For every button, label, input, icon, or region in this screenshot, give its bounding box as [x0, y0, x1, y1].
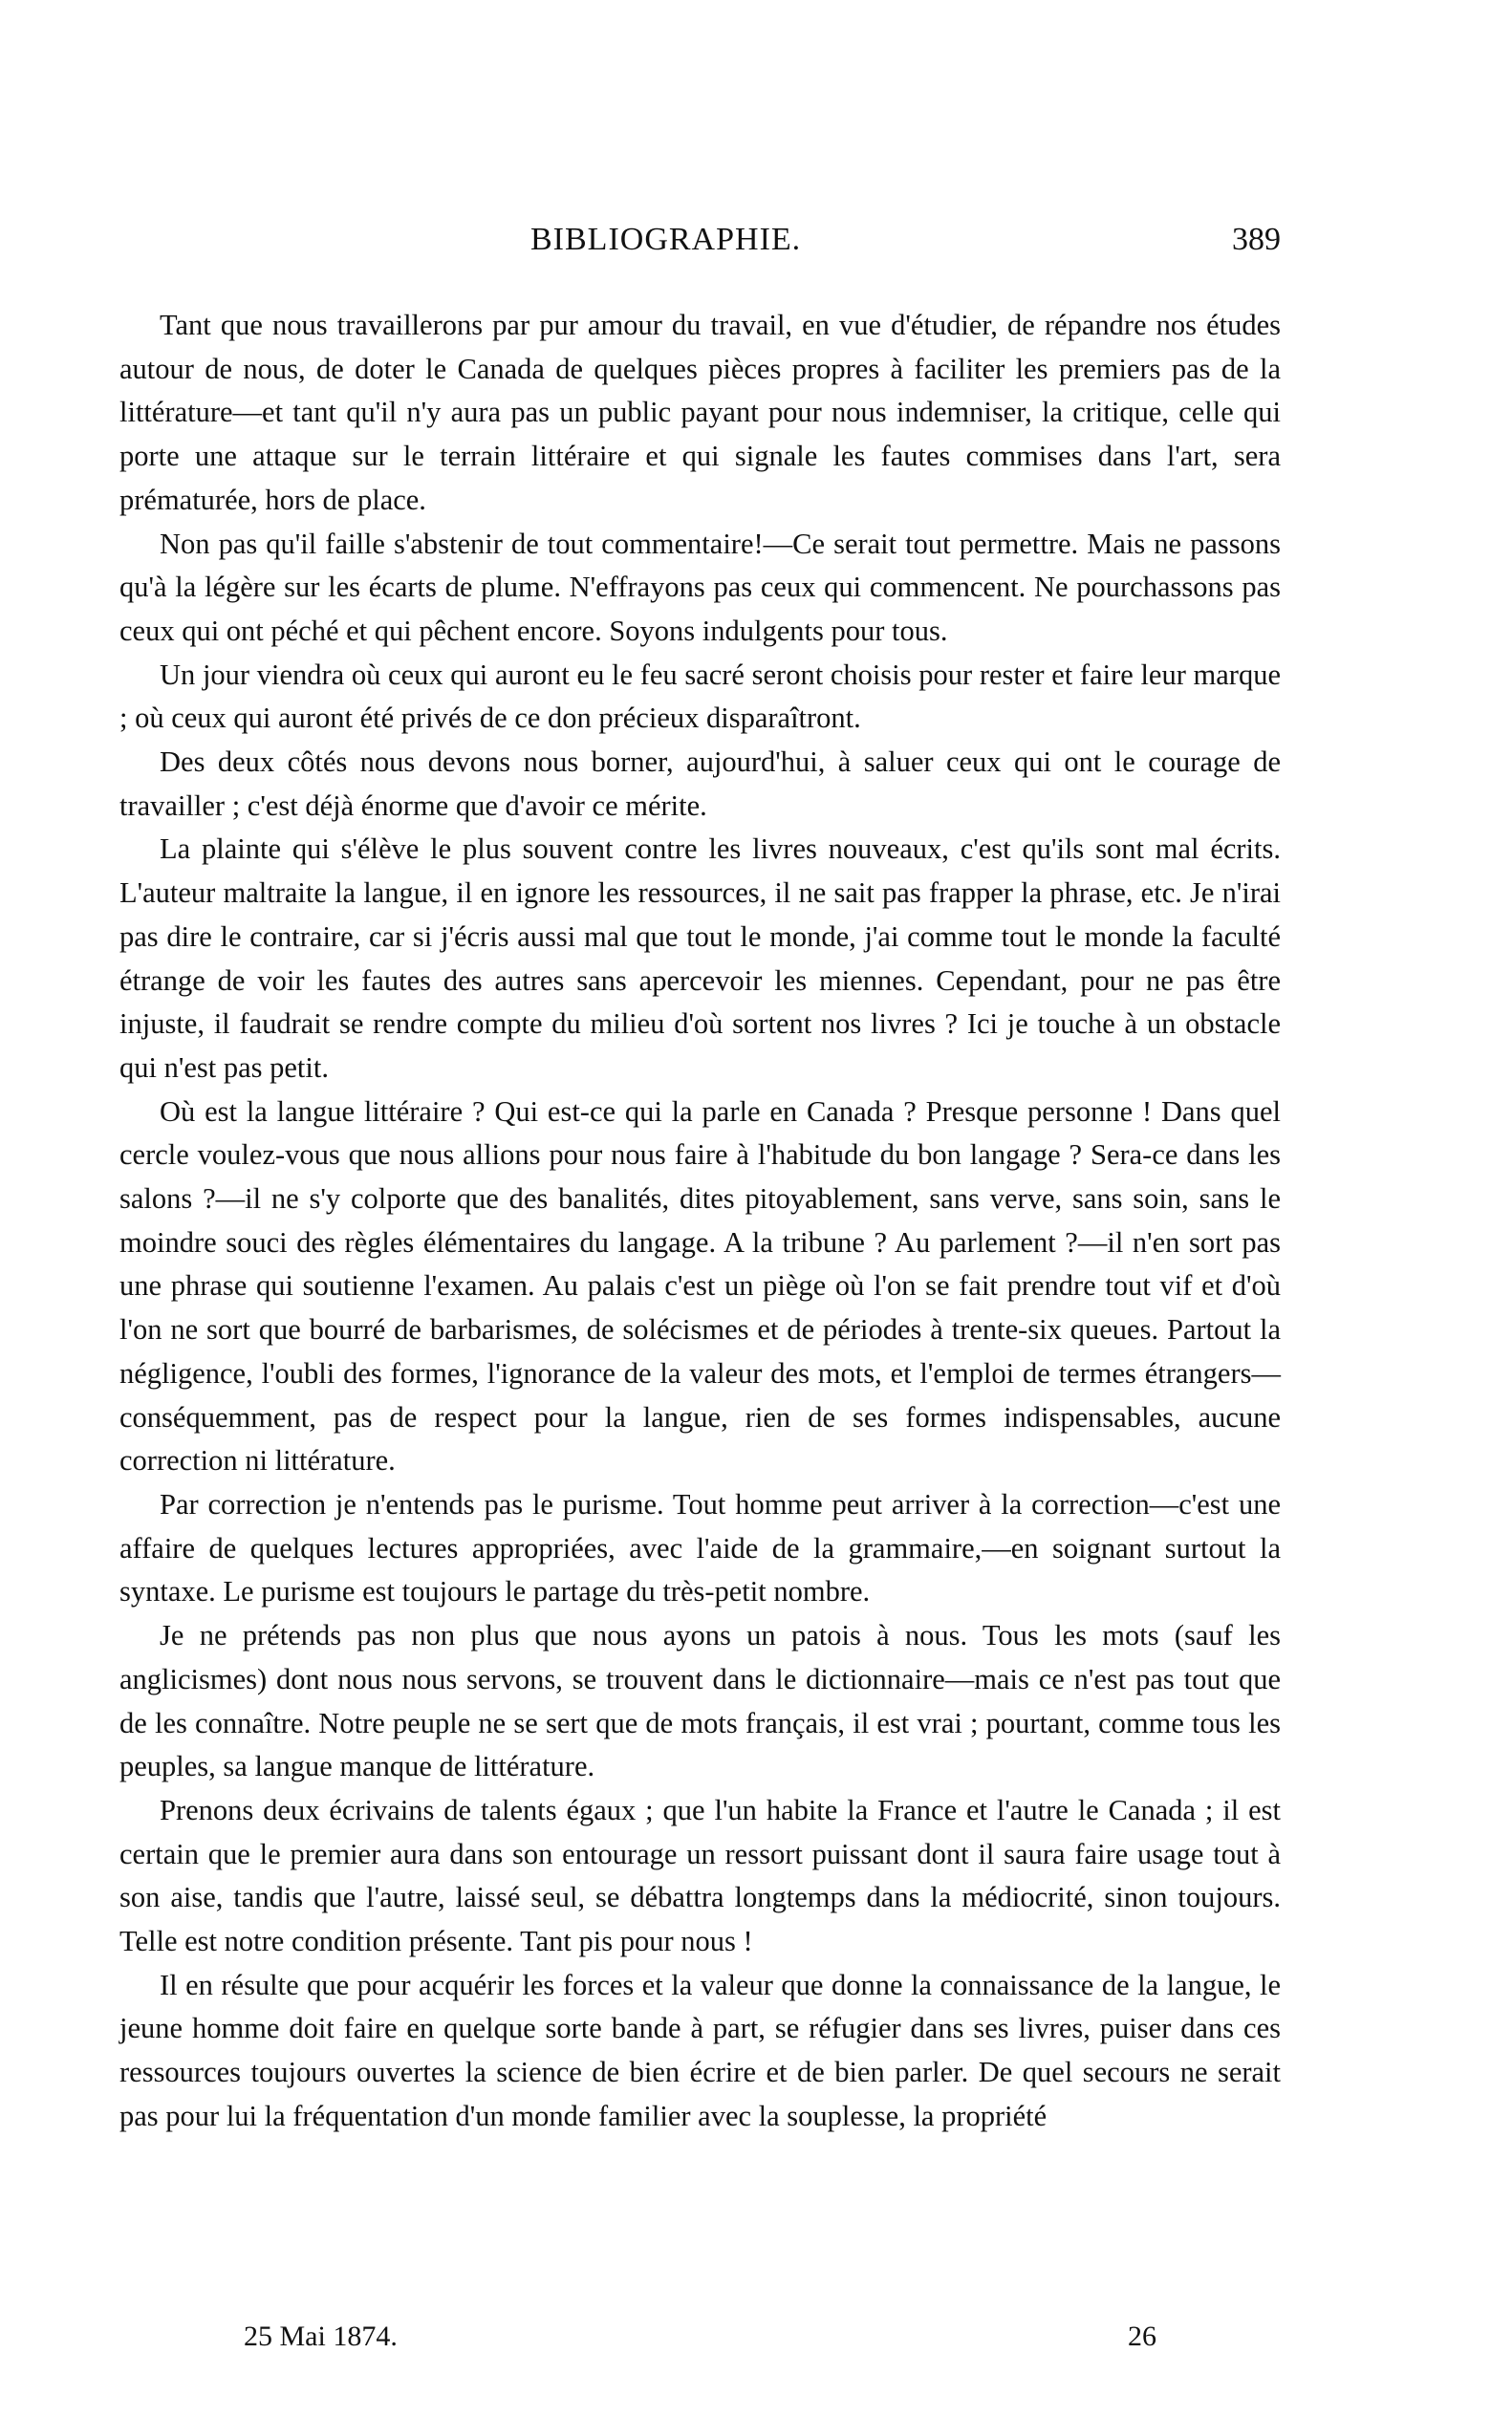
paragraph: Tant que nous travaillerons par pur amour du travail, en vue d'étudier, de répandre nos études autour de nous, de doter le Canada de quelques pièces propres à faciliter les premiers pas de la littérature—et tant qu'il n'y aura pas un public payant pour nous indemniser, la critique, celle qui porte une attaque sur le terrain littéraire et qui signale les fautes commises dans l'art, sera prématurée, hors de place. — [119, 309, 1281, 516]
footer-date: 25 Mai 1874. — [244, 2321, 398, 2352]
page-footer — [119, 2321, 1281, 2368]
signature-mark: 26 — [1128, 2321, 1156, 2352]
body-text — [119, 304, 1281, 2139]
paragraph: Prenons deux écrivains de talents égaux ; que l'un habite la France et l'autre le Canada ; il est certain que le premier aura dans son entourage un ressort puissant dont il saura faire usage tout à son aise, tandis que l'autre, laissé seul, se débattra longtemps dans la médiocrité, sinon toujours. Telle est notre condition présente. Tant pis pour nous ! — [119, 1793, 1281, 1958]
paragraph: Il en résulte que pour acquérir les forces et la valeur que donne la connaissance de la langue, le jeune homme doit faire en quelque sorte bande à part, se réfugier dans ses livres, puiser dans ces ressources toujours ouvertes la science de bien écrire et de bien parler. De quel secours ne serait pas pour lui la fréquentation d'un monde familier avec la souplesse, la propriété — [119, 1968, 1281, 2132]
running-head — [119, 222, 1281, 270]
running-title: BIBLIOGRAPHIE. — [530, 222, 802, 257]
page-number: 389 — [1232, 222, 1281, 257]
paragraph: Je ne prétends pas non plus que nous ayons un patois à nous. Tous les mots (sauf les anglicismes) dont nous nous servons, se trouvent dans le dictionnaire—mais ce n'est pas tout que de les connaître. Notre peuple ne se sert que de mots français, il est vrai ; pourtant, comme tous les peuples, sa langue manque de littérature. — [119, 1619, 1281, 1783]
paragraph: Des deux côtés nous devons nous borner, aujourd'hui, à saluer ceux qui ont le courage de travailler ; c'est déjà énorme que d'avoir ce mérite. — [119, 745, 1281, 822]
paragraph: Par correction je n'entends pas le purisme. Tout homme peut arriver à la correction—c'est une affaire de quelques lectures appropriées, avec l'aide de la grammaire,—en soignant surtout la syntaxe. Le purisme est toujours le partage du très-petit nombre. — [119, 1487, 1281, 1608]
paragraph: La plainte qui s'élève le plus souvent contre les livres nouveaux, c'est qu'ils sont mal écrits. L'auteur maltraite la langue, il en ignore les ressources, il ne sait pas frapper la phrase, etc. Je n'irai pas dire le contraire, car si j'écris aussi mal que tout le monde, j'ai comme tout le monde la faculté étrange de voir les fautes des autres sans apercevoir les miennes. Cependant, pour ne pas être injuste, il faudrait se rendre compte du milieu d'où sortent nos livres ? Ici je touche à un obstacle qui n'est pas petit. — [119, 832, 1281, 1084]
paragraph: Non pas qu'il faille s'abstenir de tout commentaire!—Ce serait tout permettre. Mais ne passons qu'à la légère sur les écarts de plume. N'effrayons pas ceux qui commencent. Ne pourchassons pas ceux qui ont péché et qui pêchent encore. Soyons indulgents pour tous. — [119, 527, 1281, 647]
paragraph: Où est la langue littéraire ? Qui est-ce qui la parle en Canada ? Presque personne ! Dans quel cercle voulez-vous que nous allions pour nous faire à l'habitude du bon langage ? Sera-ce dans les salons ?—il ne s'y colporte que des banalités, dites pitoyablement, sans verve, sans soin, sans le moindre souci des règles élémentaires du langage. A la tribune ? Au parlement ?—il n'en sort pas une phrase qui soutienne l'examen. Au palais c'est un piège où l'on se fait prendre tout vif et d'où l'on ne sort que bourré de barbarismes, de solécismes et de périodes à trente-six queues. Partout la négligence, l'oubli des formes, l'ignorance de la valeur des mots, et l'emploi de termes étrangers—conséquemment, pas de respect pour la langue, rien de ses formes indispensables, aucune correction ni littérature. — [119, 1094, 1281, 1478]
paragraph: Un jour viendra où ceux qui auront eu le feu sacré seront choisis pour rester et faire leur marque ; où ceux qui auront été privés de ce don précieux disparaîtront. — [119, 658, 1281, 735]
